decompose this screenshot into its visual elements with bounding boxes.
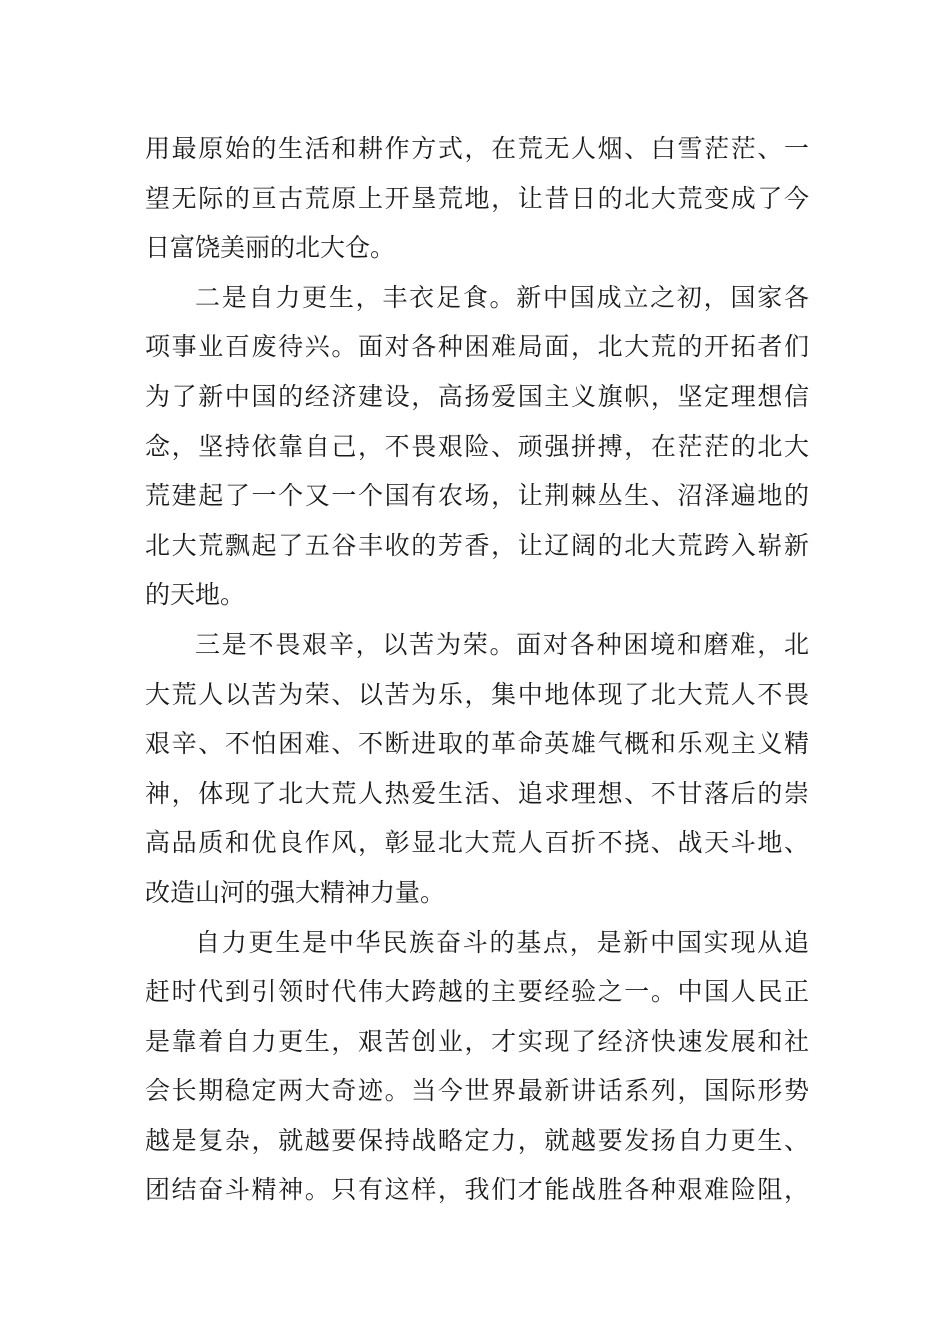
body-text [145, 124, 809, 1215]
text-line: 高品质和优良作风，彰显北大荒人百折不挠、战天斗地、 [145, 828, 809, 858]
text-line: 为了新中国的经济建设，高扬爱国主义旗帜，坚定理想信 [145, 381, 809, 411]
text-line: 改造山河的强大精神力量。 [145, 877, 446, 907]
text-line: 自力更生是中华民族奋斗的基点，是新中国实现从追 [195, 927, 809, 957]
text-line: 神，体现了北大荒人热爱生活、追求理想、不甘落后的崇 [145, 778, 809, 808]
text-line: 赶时代到引领时代伟大跨越的主要经验之一。中国人民正 [145, 977, 809, 1007]
text-line: 三是不畏艰辛，以苦为荣。面对各种困境和磨难，北 [195, 629, 809, 659]
text-line: 是靠着自力更生，艰苦创业，才实现了经济快速发展和社 [145, 1026, 809, 1056]
text-line: 越是复杂，就越要保持战略定力，就越要发扬自力更生、 [145, 1125, 809, 1155]
text-line: 日富饶美丽的北大仓。 [145, 233, 396, 263]
text-line: 团结奋斗精神。只有这样，我们才能战胜各种艰难险阻， [145, 1175, 809, 1205]
text-line: 艰辛、不怕困难、不断进取的革命英雄气概和乐观主义精 [145, 729, 809, 759]
text-line: 用最原始的生活和耕作方式，在荒无人烟、白雪茫茫、一 [145, 134, 809, 163]
text-line: 望无际的亘古荒原上开垦荒地，让昔日的北大荒变成了今 [145, 183, 809, 213]
text-line: 念，坚持依靠自己，不畏艰险、顽强拼搏，在茫茫的北大 [145, 431, 809, 461]
text-line: 项事业百废待兴。面对各种困难局面，北大荒的开拓者们 [145, 332, 809, 362]
text-line: 大荒人以苦为荣、以苦为乐，集中地体现了北大荒人不畏 [145, 679, 809, 709]
text-line: 二是自力更生，丰衣足食。新中国成立之初，国家各 [195, 282, 809, 312]
text-line: 荒建起了一个又一个国有农场，让荆棘丛生、沼泽遍地的 [145, 481, 809, 511]
text-line: 北大荒飘起了五谷丰收的芳香，让辽阔的北大荒跨入崭新 [145, 530, 809, 560]
text-line: 的天地。 [145, 580, 246, 610]
text-line: 会长期稳定两大奇迹。当今世界最新讲话系列，国际形势 [145, 1076, 809, 1106]
